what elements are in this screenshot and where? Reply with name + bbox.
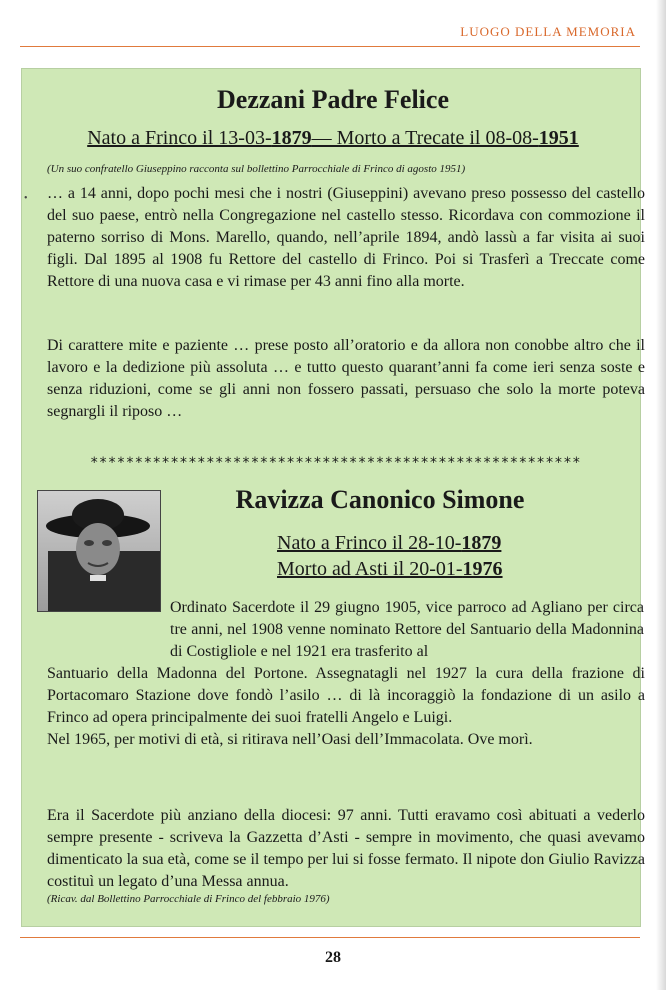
section-header: LUOGO DELLA MEMORIA [460,24,636,39]
entry2-title: Ravizza Canonico Simone [235,485,525,514]
entry2-paragraph-1-end-text: Nel 1965, per motivi di età, si ritirava nell’Oasi dell’Immacolata. Ove morì. [47,731,533,748]
page-number: 28 [325,949,341,966]
entry1-paragraph-2 [47,335,645,423]
entry2-paragraph-1-rest-text: Santuario della Madonna del Portone. Assegnatagli nel 1927 la cura della frazione di Portacomaro Stazione dove fondò l’asilo … di là incoraggiò la fondazione di un asilo a Frinco ad opera principalmente dei suoi fratelli Angelo e Luigi. [47,665,645,726]
entry1-paragraph-2-text: Di carattere mite e paziente … prese posto all’oratorio e da allora non conobbe altro che il lavoro e la dedizione più assoluta … e tutto questo quarant’anni fa come ieri senza soste e senza riduzioni, come se gli anni non fossero passati, persuaso che solo la morte poteva segnargli il riposo … [47,337,645,420]
entry2-paragraph-2-text: Era il Sacerdote più anziano della diocesi: 97 anni. Tutti eravamo così abituati a vederlo sempre presente - scriveva la Gazzetta d’Asti - sempre in movimento, che quasi avevamo dimenticato la sua età, come se il tempo per lui si fosse fermato. Il nipote don Giulio Ravizza costituì un legato d’una Messa annua. [47,807,645,890]
entry1-paragraph-1-text: … a 14 anni, dopo pochi mesi che i nostri (Giuseppini) avevano preso possesso del castello del suo paese, entrò nella Congregazione nel castello stesso. Ricordava con commozione il paterno sorriso di Mons. Marello, quando, nell’aprile 1894, andò lassù a far visita ai suoi figli. Dal 1895 al 1908 fu Rettore del castello di Frinco. Poi si Trasferì a Treccate come Rettore di una nuova casa e vi rimase per 43 anni fino alla morte. [47,185,645,290]
entry2-dates [277,530,503,582]
entry1-dates [0,127,666,150]
margin-mark: • [24,193,28,204]
entry2-birth-prefix: Nato a Frinco il 28-10- [277,532,462,554]
footer-rule [20,937,640,938]
entry1-birth-prefix: Nato a Frinco il 13-03- [87,127,272,149]
portrait-photo [37,490,161,612]
entry1-death-year: 1951 [538,127,579,149]
entry2-paragraph-1-rest [47,663,645,751]
entry2-death-prefix: Morto ad Asti il 20-01- [277,558,463,580]
entry1-death-prefix: — Morto a Trecate il 08-08- [311,127,539,149]
entry2-paragraph-1-top [170,597,644,663]
entry2-birth-line [277,530,503,556]
entry2-paragraph-2 [47,805,645,893]
header-rule [20,46,640,47]
entry1-paragraph-1 [47,183,645,293]
portrait-image [38,491,160,611]
entry2-death-line [277,556,503,582]
entry2-birth-year: 1879 [461,532,502,554]
entry1-birth-year: 1879 [271,127,312,149]
separator-stars: ******************************************************* [90,455,582,471]
entry1-source-note: (Un suo confratello Giuseppino racconta sul bollettino Parrocchiale di Frinco di agosto 1951) [47,163,466,175]
entry2-death-year: 1976 [462,558,503,580]
entry2-paragraph-1-top-text: Ordinato Sacerdote il 29 giugno 1905, vice parroco ad Agliano per circa tre anni, nel 1908 venne nominato Rettore del Santuario della Madonnina di Costigliole e nel 1921 era trasferito al [170,599,644,660]
entry2-source-note: (Ricav. dal Bollettino Parrocchiale di Frinco del febbraio 1976) [47,893,330,905]
entry1-title: Dezzani Padre Felice [217,85,449,114]
